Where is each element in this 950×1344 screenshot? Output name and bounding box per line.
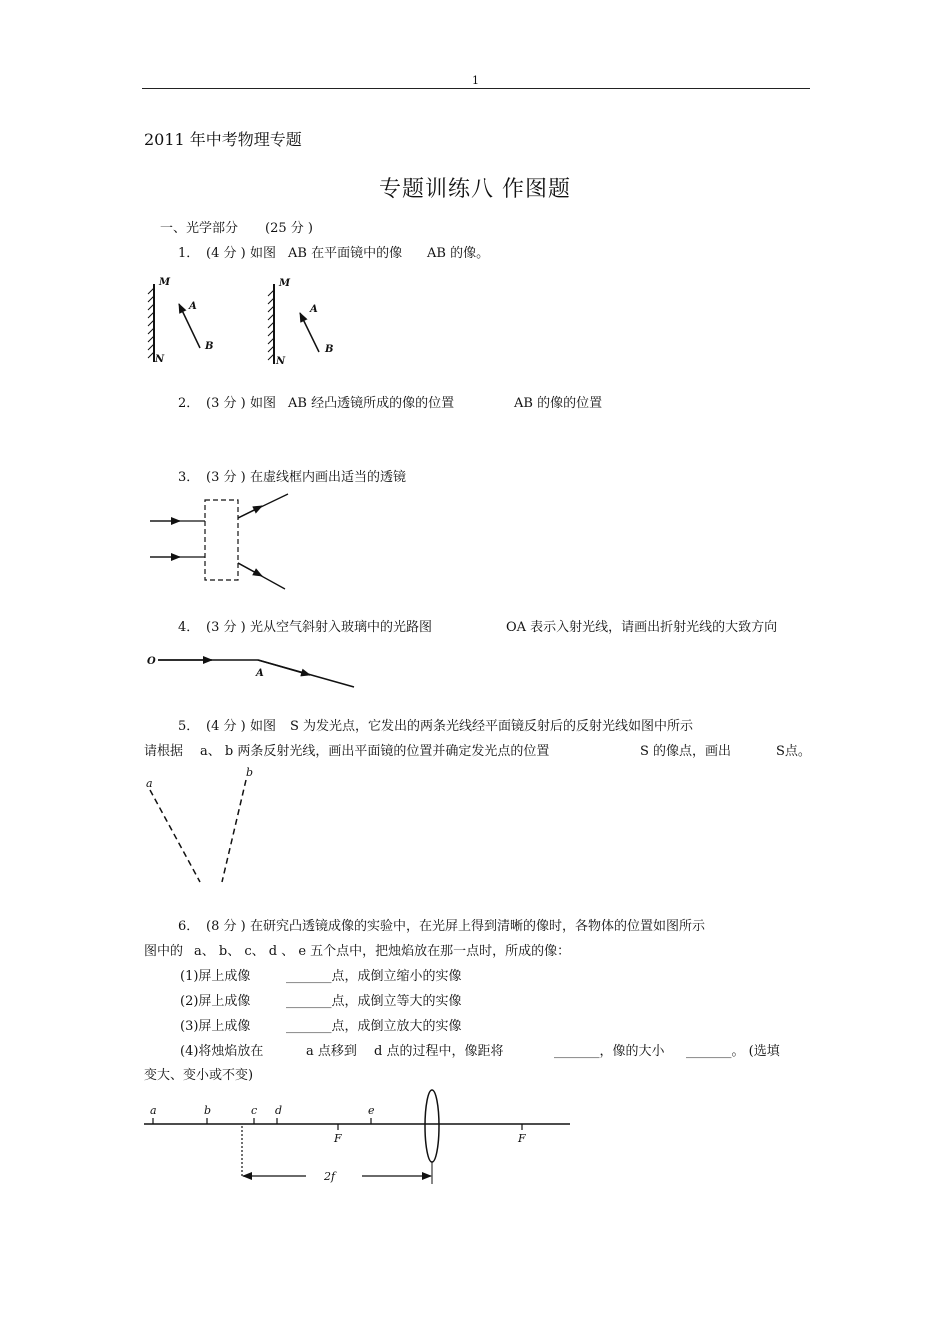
reflected-ray-b [222,780,246,882]
label-d: d [275,1104,283,1117]
label-f-right: F [518,1132,526,1145]
q5-score: (4 分 ) [206,719,246,734]
q6-sub2-a: (2)屏上成像 [180,994,251,1009]
q4-mid: 光从空气斜射入玻璃中的光路图 [250,620,433,635]
q2-tail: AB 的像的位置 [514,396,603,411]
reflected-ray-a [150,790,200,882]
q3-figure [150,494,288,589]
label-n: N [276,356,286,367]
section-score: (25 分 ) [265,221,313,236]
convex-lens [425,1090,439,1162]
q6-sub4-c: d 点的过程中，像距将 [374,1044,504,1059]
q5-line2-b: a、 b 两条反射光线，画出平面镜的位置并确定发光点的位置 [200,744,550,759]
label-b: b [204,1104,212,1117]
q6-line2-b: a、 b、 c、 d 、 e 五个点中，把烛焰放在那一点时，所成的像： [194,944,571,959]
q6-line1: 在研究凸透镜成像的实验中，在光屏上得到清晰的像时，各物体的位置如图所示 [250,919,706,934]
q6-line2-a: 图中的 [144,944,184,959]
q3-num: 3． [178,470,200,485]
q5-line2-c: S 的像点，画出 [640,744,732,759]
page-number: 1 [472,74,479,87]
q4-score: (3 分 ) [206,620,246,635]
doc-heading: 2011 年中考物理专题 [144,130,302,149]
label-a: A [256,668,264,679]
q4-num: 4． [178,620,200,635]
label-b: B [325,344,334,355]
label-m: M [279,278,291,289]
label-o: O [147,656,156,667]
q6-sub4-b: a 点移到 [306,1044,357,1059]
lens-box-dashed [205,500,238,580]
label-a: a [146,777,153,790]
q6-sub4-a: (4)将烛焰放在 [180,1044,264,1059]
q4-figure [147,656,354,687]
q5-num: 5． [178,719,200,734]
q6-sub1-a: (1)屏上成像 [180,969,251,984]
q2-mid: AB 经凸透镜所成的像的位置 [288,396,455,411]
label-b: B [205,341,214,352]
q1-tail: AB 的像。 [427,246,490,261]
label-a: a [150,1104,157,1117]
label-b: b [246,766,254,779]
q2-score: (3 分 ) [206,396,246,411]
q3-score: (3 分 ) [206,470,246,485]
label-2f: 2f [324,1170,336,1183]
object-arrow-ab [300,313,319,352]
label-a: A [189,301,197,312]
q6-sub4-line2: 变大、变小或不变) [144,1068,254,1083]
q6-num: 6． [178,919,200,934]
q4-tail: OA 表示入射光线，请画出折射光线的大致方向 [506,620,778,635]
page-title: 专题训练八 作图题 [379,177,571,202]
q6-sub2-b: _______点，成倒立等大的实像 [286,994,462,1009]
q5-figure [146,766,253,882]
q6-sub3-b: _______点，成倒立放大的实像 [286,1019,462,1034]
section-heading: 一、光学部分 [160,221,239,236]
label-a: A [310,304,318,315]
q5-line2-a: 请根据 [144,744,184,759]
q1-mid: AB 在平面镜中的像 [288,246,403,261]
q1-figure-right [268,278,333,367]
q6-figure [144,1090,570,1184]
q2-num: 2． [178,396,200,411]
q1-score: (4 分 ) [206,246,246,261]
q5-prefix: 如图 [250,719,277,734]
label-n: N [155,354,165,365]
q3-text: 在虚线框内画出适当的透镜 [250,470,407,485]
q5-line2-d: S点。 [776,744,811,759]
q1-num: 1． [178,246,200,261]
q6-sub4-e: _______。 (选填 [686,1044,780,1059]
q6-sub1-b: _______点，成倒立缩小的实像 [286,969,462,984]
q1-figure-left [148,277,213,365]
q2-prefix: 如图 [250,396,277,411]
q1-prefix: 如图 [250,246,277,261]
label-e: e [368,1104,375,1117]
q6-sub3-a: (3)屏上成像 [180,1019,251,1034]
label-f-left: F [334,1132,342,1145]
q5-mid: S 为发光点，它发出的两条光线经平面镜反射后的反射光线如图中所示 [290,719,694,734]
q6-sub4-d: _______，像的大小 [554,1044,665,1059]
label-m: M [159,277,171,288]
label-c: c [251,1104,258,1117]
q6-score: (8 分 ) [206,919,246,934]
